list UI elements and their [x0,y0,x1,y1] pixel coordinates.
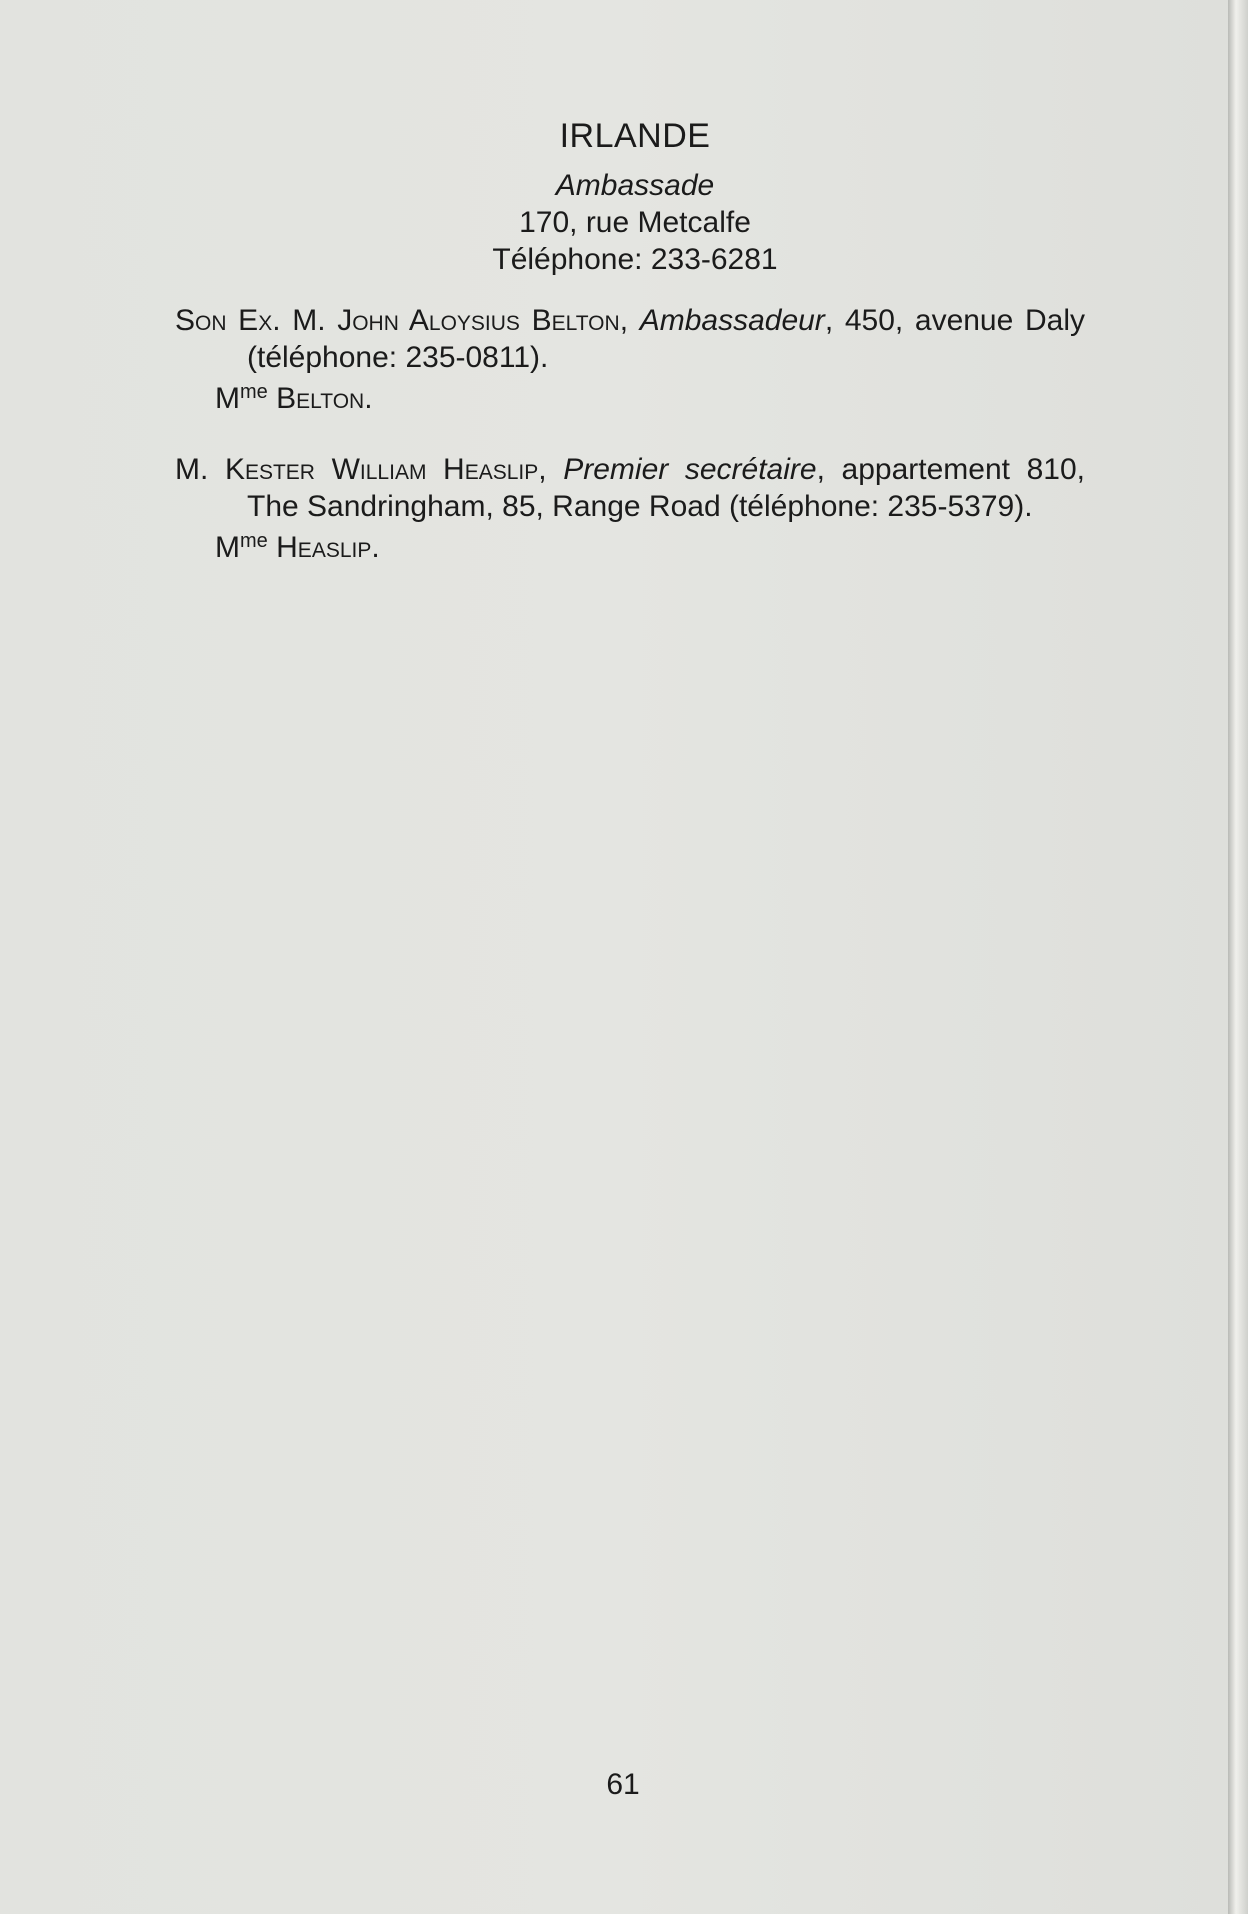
spouse-prefix-sup: me [240,381,268,403]
entry-prefix: Son Ex. M. [175,304,326,337]
mission-type: Ambassade [555,169,715,202]
entry-details: , 450, avenue Daly (téléphone: 235-0811). [247,304,1085,374]
entry-name: Kester William Heaslip [224,453,539,486]
mission-phone: Téléphone: 233-6281 [492,243,778,276]
country-heading: IRLANDE [559,117,711,155]
page-edge [1228,0,1248,1914]
entry-title: Premier secrétaire [563,453,817,486]
entry-block-ambassador [175,302,1085,417]
entry-title: Ambassadeur [639,304,825,337]
spouse-name: Belton. [276,382,373,415]
entry-block-secretary [175,451,1085,566]
spouse-prefix: M [215,531,240,564]
page-number: 61 [606,1768,640,1801]
spouse-prefix-sup: me [240,530,268,552]
directory-content [175,118,1085,600]
spouse-ambassador [215,380,1085,417]
entry-prefix: M. [175,453,209,486]
spouse-secretary [215,529,1085,566]
mission-address: 170, rue Metcalfe [519,206,751,239]
entry-secretary: M. Kester William Heaslip, Premier secrétaire, appartement 810, The Sandringham, 85, Range Road (téléphone: 235-5379). [175,453,1085,523]
spouse-name: Heaslip. [276,531,380,564]
entry-name: John Aloysius Belton [337,304,620,337]
entry-details: , appartement 810, The Sandringham, 85, Range Road (téléphone: 235-5379). [247,453,1085,523]
entry-ambassador: Son Ex. M. John Aloysius Belton, Ambassadeur, 450, avenue Daly (téléphone: 235-0811). [175,304,1085,374]
spouse-prefix: M [215,382,240,415]
